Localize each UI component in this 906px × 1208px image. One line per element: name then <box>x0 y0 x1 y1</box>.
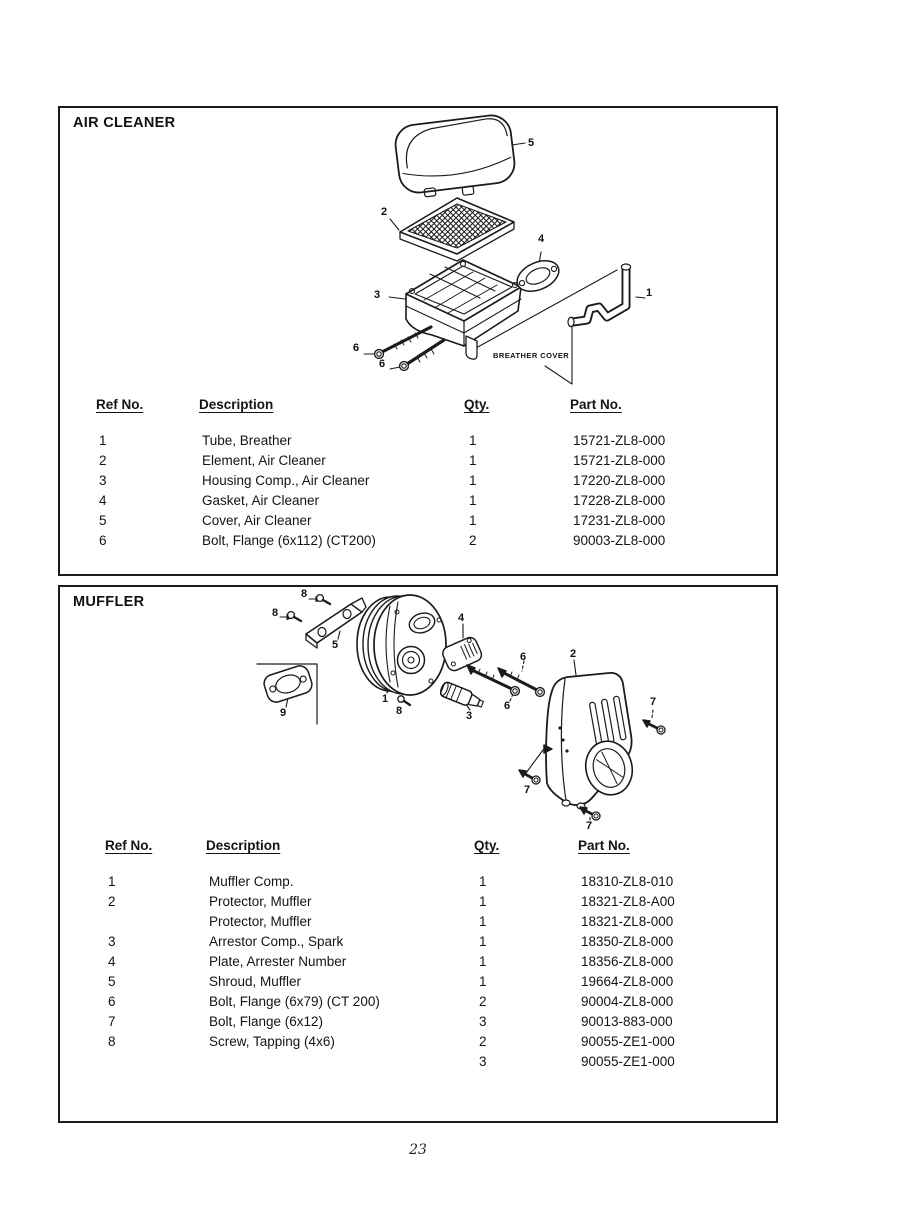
diagram-callout-7: 7 <box>586 820 593 832</box>
qty-cell: 1 <box>479 954 487 969</box>
diagram-callout-7: 7 <box>524 784 531 796</box>
muffler-bolts-drawing <box>467 665 544 696</box>
description-header: Description <box>206 838 281 853</box>
ref-no-cell: 5 <box>108 974 116 989</box>
description-cell: Screw, Tapping (4x6) <box>209 1034 335 1049</box>
part-no-cell: 15721-ZL8-000 <box>573 453 666 468</box>
ref-no-cell: 7 <box>108 1014 116 1029</box>
qty-header: Qty. <box>474 838 500 853</box>
part-no-cell: 17220-ZL8-000 <box>573 473 666 488</box>
diagram-callout-6: 6 <box>504 700 511 712</box>
diagram-callout-5: 5 <box>332 639 339 651</box>
part-no-cell: 18321-ZL8-000 <box>581 914 674 929</box>
ref-no-cell: 4 <box>99 493 107 508</box>
qty-cell: 3 <box>479 1014 487 1029</box>
qty-cell: 1 <box>479 914 487 929</box>
diagram-callout-3: 3 <box>466 710 473 722</box>
table-row <box>96 531 756 551</box>
cover-part-drawing <box>393 113 517 203</box>
muffler-comp-drawing <box>357 595 446 695</box>
breather-cover-label: BREATHER COVER <box>493 351 570 360</box>
table-row <box>105 1012 760 1032</box>
table-row <box>105 952 760 972</box>
qty-cell: 2 <box>479 994 487 1009</box>
ref-no-cell <box>105 912 206 932</box>
breather-tube-part-drawing <box>568 264 631 327</box>
diagram-callout-3: 3 <box>374 289 381 301</box>
description-cell: Element, Air Cleaner <box>202 453 326 468</box>
table-row <box>96 451 756 471</box>
qty-cell: 1 <box>469 493 477 508</box>
part-no-cell: 90055-ZE1-000 <box>581 1054 675 1069</box>
part-no-cell: 90003-ZL8-000 <box>573 533 666 548</box>
description-cell: Shroud, Muffler <box>209 974 302 989</box>
qty-cell: 1 <box>479 934 487 949</box>
ref-no-cell: 5 <box>99 513 107 528</box>
description-cell: Bolt, Flange (6x79) (CT 200) <box>209 994 380 1009</box>
diagram-callout-4: 4 <box>458 612 465 624</box>
part-no-cell: 90004-ZL8-000 <box>581 994 674 1009</box>
qty-cell: 1 <box>469 513 477 528</box>
diagram-callout-8: 8 <box>272 607 279 619</box>
diagram-callout-1: 1 <box>646 287 653 299</box>
qty-cell: 1 <box>469 453 477 468</box>
diagram-callout-4: 4 <box>538 233 545 245</box>
ref-no-cell: 3 <box>99 473 107 488</box>
qty-cell: 1 <box>479 894 487 909</box>
description-cell: Protector, Muffler <box>209 914 312 929</box>
ref-no-cell: 1 <box>99 433 107 448</box>
qty-cell: 2 <box>479 1034 487 1049</box>
part-no-cell: 17231-ZL8-000 <box>573 513 666 528</box>
diagram-callout-6: 6 <box>379 358 386 370</box>
qty-cell: 1 <box>479 874 487 889</box>
housing-part-drawing <box>406 260 521 359</box>
diagram-callout-2: 2 <box>570 648 577 660</box>
part-no-cell: 18356-ZL8-000 <box>581 954 674 969</box>
table-row <box>105 892 760 912</box>
description-cell: Muffler Comp. <box>209 874 294 889</box>
arrester-plate-drawing <box>441 635 484 672</box>
ref-no-cell: 3 <box>108 934 116 949</box>
description-cell: Gasket, Air Cleaner <box>202 493 320 508</box>
description-cell: Tube, Breather <box>202 433 292 448</box>
table-body <box>105 872 760 1072</box>
table-row <box>105 1032 760 1052</box>
table-row <box>105 1052 760 1072</box>
table-row <box>96 431 756 451</box>
qty-cell: 1 <box>479 974 487 989</box>
description-cell: Plate, Arrester Number <box>209 954 347 969</box>
diagram-callout-6: 6 <box>520 651 527 663</box>
description-cell: Cover, Air Cleaner <box>202 513 312 528</box>
part-no-cell: 18321-ZL8-A00 <box>581 894 675 909</box>
part-no-cell: 18310-ZL8-010 <box>581 874 674 889</box>
ref-no-cell: 4 <box>108 954 116 969</box>
ref-no-cell: 2 <box>108 894 116 909</box>
table-row <box>105 992 760 1012</box>
table-row <box>96 491 756 511</box>
table-header-row <box>105 837 760 854</box>
part-no-cell: 90013-883-000 <box>581 1014 673 1029</box>
description-cell: Housing Comp., Air Cleaner <box>202 473 370 488</box>
qty-cell: 3 <box>479 1054 487 1069</box>
diagram-callout-9: 9 <box>280 707 287 719</box>
section-title-air-cleaner: AIR CLEANER <box>73 115 176 131</box>
ref-no-cell: 2 <box>99 453 107 468</box>
part-no-cell: 15721-ZL8-000 <box>573 433 666 448</box>
ref-no-cell <box>105 1052 206 1072</box>
qty-header: Qty. <box>464 397 490 412</box>
ref-no-header: Ref No. <box>105 838 153 853</box>
spark-arrestor-drawing <box>439 681 485 711</box>
part-no-header: Part No. <box>570 397 622 412</box>
part-no-cell: 17228-ZL8-000 <box>573 493 666 508</box>
muffler-parts-table <box>105 837 760 1072</box>
part-no-cell: 90055-ZE1-000 <box>581 1034 675 1049</box>
ref-no-cell: 1 <box>108 874 116 889</box>
diagram-callout-5: 5 <box>528 137 535 149</box>
table-body <box>96 431 756 551</box>
table-header-row <box>96 396 756 413</box>
section-muffler <box>58 585 778 1123</box>
description-cell: Bolt, Flange (6x112) (CT200) <box>202 533 376 548</box>
table-row <box>96 471 756 491</box>
element-part-drawing <box>400 198 514 261</box>
muffler-gasket-drawing <box>262 664 314 705</box>
table-row <box>96 511 756 531</box>
diagram-callout-1: 1 <box>382 693 389 705</box>
table-row <box>105 912 760 932</box>
description-cell <box>206 1052 474 1072</box>
diagram-callout-8: 8 <box>301 588 308 600</box>
air-cleaner-parts-table <box>96 396 756 551</box>
description-header: Description <box>199 397 274 412</box>
qty-cell: 2 <box>469 533 477 548</box>
part-no-cell: 19664-ZL8-000 <box>581 974 674 989</box>
ref-no-header: Ref No. <box>96 397 144 412</box>
protector-part-drawing <box>544 673 638 809</box>
table-row <box>105 932 760 952</box>
description-cell: Arrestor Comp., Spark <box>209 934 344 949</box>
qty-cell: 1 <box>469 473 477 488</box>
section-title-muffler: MUFFLER <box>73 594 145 610</box>
page-number: 23 <box>409 1142 427 1158</box>
diagram-callout-2: 2 <box>381 206 388 218</box>
diagram-callout-8: 8 <box>396 705 403 717</box>
section-air-cleaner <box>58 106 778 576</box>
table-row <box>105 972 760 992</box>
ref-no-cell: 8 <box>108 1034 116 1049</box>
description-cell: Bolt, Flange (6x12) <box>209 1014 324 1029</box>
diagram-callout-7: 7 <box>650 696 657 708</box>
ref-no-cell: 6 <box>99 533 107 548</box>
qty-cell: 1 <box>469 433 477 448</box>
part-no-cell: 18350-ZL8-000 <box>581 934 674 949</box>
table-row <box>105 872 760 892</box>
part-no-header: Part No. <box>578 838 630 853</box>
description-cell: Protector, Muffler <box>209 894 312 909</box>
diagram-callout-6: 6 <box>353 342 360 354</box>
ref-no-cell: 6 <box>108 994 116 1009</box>
